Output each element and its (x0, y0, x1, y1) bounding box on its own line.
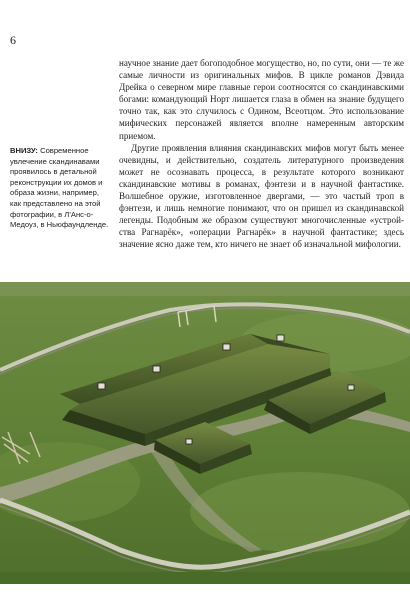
photo-caption (10, 146, 110, 231)
main-text (119, 57, 404, 251)
caption-text: Современное увлечение скандинавами проявилось в детальной реконструкции их домов и образа жизни, например, как представлено на этой фотографии, в Л’Анс-о-Медоуз, в Ньюфаундленде. (10, 146, 109, 230)
paragraph-2: Другие проявления влияния скандинавских мифов могут быть менее очевидны, и действительно, создатель литературного произведения может не осознавать процесса, в результате которого возникают скандинавские мотивы в романах, фэнтези и в научной фантастике. Волшебное оружие, изготовленное двергами, — это частый троп в фэнтези, и лишь немногие понимают, что он пришел из скандинавской легенды. Подобным же образом существуют многочисленные «устройства Рагнарёк», «операции Рагнарёк» в научной фантастике; здесь значение ясно даже тем, кто ничего не знает об изначальной мифологии. (119, 142, 404, 250)
viking-village-photo (0, 282, 410, 584)
roof-window (186, 439, 192, 444)
paragraph-1: научное знание дает богоподобное могущество, но, по сути, они — те же самые личности из оригинальных мифов. В цикле романов Дэвида Дрейка о северном мире главные герои соотносятся со скандинавскими богами: командующий Норт лишается глаза в обмен на знание будущего точно так, как это случилось с Одином, Всеотцом. Это использование мифических персонажей является вполне намеренным авторским приемом. (119, 58, 404, 141)
roof-window (277, 335, 284, 341)
photo-horizon (0, 282, 410, 296)
roof-window (98, 383, 105, 389)
grass-patch (190, 472, 410, 552)
caption-lead: ВНИЗУ: (10, 146, 38, 155)
page-number: 6 (10, 33, 16, 47)
roof-window (153, 366, 160, 372)
foreground-grass (0, 572, 410, 584)
roof-window (223, 344, 230, 350)
roof-window (348, 385, 354, 390)
